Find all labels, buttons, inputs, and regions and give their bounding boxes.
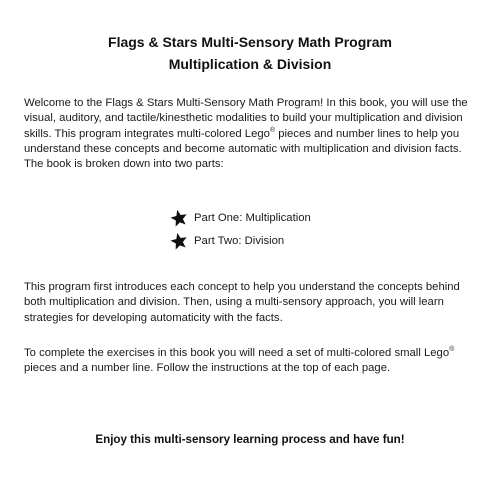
approach-paragraph: This program first introduces each concept to help you understand the concepts behind both multiplication and division. Then, using a multi-sensory approach, you will learn strategies for developing automaticity with the facts. [24,281,460,324]
part-two-label: Part Two: Division [194,235,285,247]
intro-text-a: Welcome to the Flags & Stars Multi-Sensory Math Program! In this book, you will use the visual, auditory, and tactile/kinesthetic modalities to build your multiplication and division skills. This program integrates multi-colored Lego [24,97,468,140]
materials-text-b: pieces and a number line. Follow the instructions at the top of each page. [24,362,391,375]
page-title: Flags & Stars Multi-Sensory Math Program [108,34,392,50]
registered-mark: ® [449,346,455,354]
star-icon [170,209,188,227]
star-icon [170,232,188,250]
intro-text-b: pieces and number lines to help you understand these concepts and become automatic with multiplication and division facts. The book is broken down into two parts: [24,127,462,171]
list-item-part-one [170,209,311,227]
materials-paragraph [24,346,476,377]
page-subtitle: Multiplication & Division [168,56,332,72]
list-item-part-two [170,232,284,250]
closing-line: Enjoy this multi-sensory learning process and have fun! [95,433,405,446]
materials-text-a: To complete the exercises in this book you will need a set of multi-colored small Lego [24,347,450,359]
intro-paragraph [24,96,476,172]
part-one-label: Part One: Multiplication [194,212,311,224]
registered-mark: ® [269,126,276,134]
